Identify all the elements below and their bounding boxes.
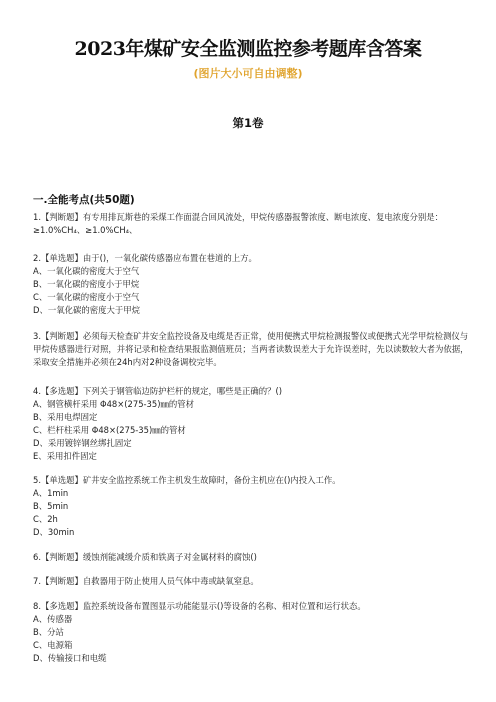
question-7: [33, 575, 473, 588]
document-subtitle: (图片大小可自由调整): [193, 67, 303, 80]
question-stem: 4.【多选题】下列关于钢管临边防护栏杆的规定，哪些是正确的？(): [33, 386, 283, 396]
question-2: [33, 252, 473, 317]
question-option: A、传感器: [33, 614, 73, 624]
question-4: [33, 385, 473, 463]
section-heading: 一.全能考点(共50题): [33, 194, 135, 206]
question-5: [33, 474, 473, 539]
question-option: C、一氧化碳的密度小于空气: [33, 292, 140, 302]
document-title: 2023年煤矿安全监测监控参考题库含答案: [74, 38, 422, 60]
question-option: B、采用电焊固定: [33, 412, 98, 422]
question-option: B、5min: [33, 501, 69, 511]
question-stem: 2.【单选题】由于()，一氧化碳传感器应布置在巷道的上方。: [33, 253, 257, 263]
question-option: A、钢管横杆采用 Φ48×(275-35)㎜的管材: [33, 399, 194, 409]
question-option: C、电源箱: [33, 640, 73, 650]
question-option: B、分站: [33, 627, 64, 637]
question-option: E、采用扣件固定: [33, 451, 97, 461]
question-stem: 8.【多选题】监控系统设备布置图显示功能能显示()等设备的名称、相对位置和运行状态。: [33, 601, 366, 611]
question-3: [33, 330, 473, 369]
question-stem: 5.【单选题】矿井安全监控系统工作主机发生故障时，备份主机应在()内投入工作。: [33, 475, 341, 485]
question-option: D、一氧化碳的密度大于甲烷: [33, 305, 140, 315]
question-option: C、栏杆柱采用 Φ48×(275-35)㎜的管材: [33, 425, 186, 435]
question-stem: 7.【判断题】自救器用于防止使用人员气体中毒或缺氧窒息。: [33, 576, 259, 586]
question-stem: 1.【判断题】有专用排瓦斯巷的采煤工作面混合回风流处，甲烷传感器报警浓度、断电浓度、复电浓度分别是：≥1.0%CH₄、≥1.0%CH₄、: [33, 212, 443, 235]
question-option: D、30min: [33, 527, 75, 537]
question-option: A、一氧化碳的密度大于空气: [33, 266, 140, 276]
question-1: [33, 211, 473, 237]
question-stem: 6.【判断题】缓蚀剂能减缓介质和铁离子对金属材料的腐蚀(): [33, 552, 257, 562]
question-option: C、2h: [33, 514, 58, 524]
question-option: A、1min: [33, 488, 69, 498]
question-option: B、一氧化碳的密度小于甲烷: [33, 279, 140, 289]
question-option: D、传输接口和电缆: [33, 653, 107, 663]
question-option: D、采用镀锌钢丝绑扎固定: [33, 438, 132, 448]
question-6: [33, 551, 473, 564]
volume-heading: 第1卷: [232, 116, 264, 130]
question-stem: 3.【判断题】必须每天检查矿井安全监控设备及电缆是否正常，使用便携式甲烷检测报警仪或便携式光学甲烷检测仪与甲烷传感器进行对照，并将记录和检查结果报监测值班员；当两者读数误差大于允许误差时，先以读数较大者为依据，采取安全措施并必须在24h内对2种设备调校完毕。: [33, 331, 469, 367]
question-8: [33, 600, 473, 665]
